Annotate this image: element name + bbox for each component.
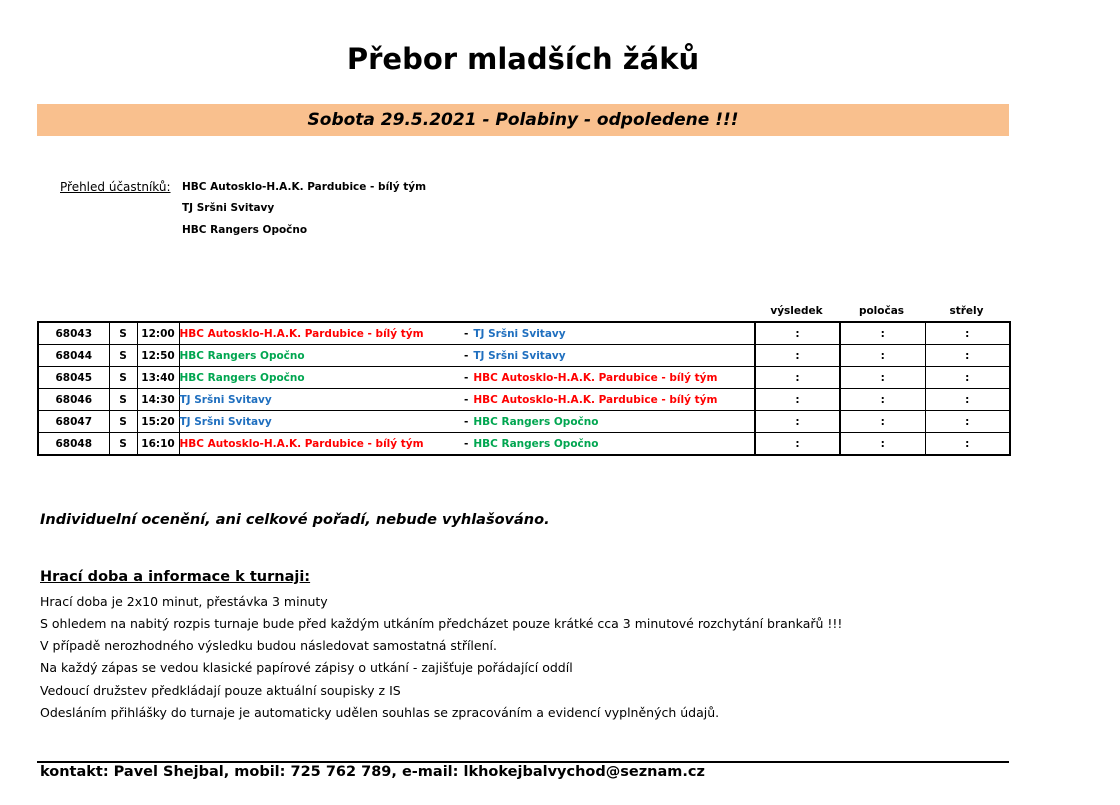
match-type: S: [109, 367, 137, 389]
match-number: 68048: [38, 433, 109, 456]
result-cell: :: [755, 411, 840, 433]
match-time: 12:00: [137, 322, 179, 345]
away-team-name: HBC Rangers Opočno: [473, 415, 599, 428]
halftime-cell: :: [840, 345, 925, 367]
match-row: [38, 345, 1010, 367]
shots-cell: :: [925, 433, 1010, 456]
match-row: [38, 389, 1010, 411]
shots-cell: :: [925, 411, 1010, 433]
result-cell: :: [755, 345, 840, 367]
team-separator: -: [464, 415, 469, 428]
team-separator: -: [464, 393, 469, 406]
team-separator: -: [464, 371, 469, 384]
team-separator: -: [464, 349, 469, 362]
result-cell: :: [755, 389, 840, 411]
match-type: S: [109, 411, 137, 433]
match-type: S: [109, 322, 137, 345]
match-type: S: [109, 433, 137, 456]
info-line: Hrací doba je 2x10 minut, přestávka 3 minuty: [40, 594, 328, 609]
home-team: TJ Sršni Svitavy: [179, 389, 464, 411]
match-row: [38, 433, 1010, 456]
home-team: HBC Autosklo-H.A.K. Pardubice - bílý tým: [179, 322, 464, 345]
match-row: [38, 411, 1010, 433]
away-team: [464, 367, 755, 389]
team-separator: -: [464, 437, 469, 450]
match-type: S: [109, 345, 137, 367]
away-team: [464, 411, 755, 433]
away-team: [464, 322, 755, 345]
halftime-cell: :: [840, 433, 925, 456]
participants-label: Přehled účastníků:: [60, 180, 171, 194]
result-cell: :: [755, 367, 840, 389]
halftime-cell: :: [840, 367, 925, 389]
awards-note: Individuelní ocenění, ani celkové pořadí, nebude vyhlašováno.: [40, 512, 550, 528]
match-row: [38, 367, 1010, 389]
result-cell: :: [755, 322, 840, 345]
home-team: HBC Rangers Opočno: [179, 367, 464, 389]
date-banner: Sobota 29.5.2021 - Polabiny - odpoledene !!!: [37, 104, 1009, 136]
info-line: Na každý zápas se vedou klasické papírové zápisy o utkání - zajišťuje pořádající oddíl: [40, 660, 573, 675]
match-time: 15:20: [137, 411, 179, 433]
info-line: Vedoucí družstev předkládají pouze aktuální soupisky z IS: [40, 683, 401, 698]
match-schedule-table: [37, 321, 1011, 456]
result-cell: :: [755, 433, 840, 456]
match-number: 68045: [38, 367, 109, 389]
info-line: V případě nerozhodného výsledku budou následovat samostatná střílení.: [40, 638, 497, 653]
away-team: [464, 433, 755, 456]
match-number: 68044: [38, 345, 109, 367]
column-header-halftime: poločas: [858, 305, 905, 317]
match-time: 13:40: [137, 367, 179, 389]
contact-info: kontakt: Pavel Shejbal, mobil: 725 762 789, e-mail: lkhokejbalvychod@seznam.cz: [40, 764, 705, 780]
match-number: 68043: [38, 322, 109, 345]
team-separator: -: [464, 327, 469, 340]
shots-cell: :: [925, 322, 1010, 345]
participant-team: HBC Autosklo-H.A.K. Pardubice - bílý tým: [182, 181, 427, 193]
away-team: [464, 389, 755, 411]
match-time: 12:50: [137, 345, 179, 367]
away-team-name: HBC Rangers Opočno: [473, 437, 599, 450]
away-team-name: HBC Autosklo-H.A.K. Pardubice - bílý tým: [473, 371, 718, 384]
column-header-shots: střely: [949, 305, 984, 317]
match-number: 68046: [38, 389, 109, 411]
participant-team: TJ Sršni Svitavy: [182, 202, 275, 214]
home-team: HBC Autosklo-H.A.K. Pardubice - bílý tým: [179, 433, 464, 456]
home-team: HBC Rangers Opočno: [179, 345, 464, 367]
contact-divider: [37, 761, 1009, 763]
info-heading: Hrací doba a informace k turnaji:: [40, 569, 311, 585]
column-header-result: výsledek: [770, 305, 823, 317]
info-line: Odesláním přihlášky do turnaje je automaticky udělen souhlas se zpracováním a evidencí vyplněných údajů.: [40, 705, 720, 720]
halftime-cell: :: [840, 411, 925, 433]
halftime-cell: :: [840, 389, 925, 411]
away-team-name: TJ Sršni Svitavy: [473, 327, 566, 340]
home-team: TJ Sršni Svitavy: [179, 411, 464, 433]
match-time: 14:30: [137, 389, 179, 411]
page-title: Přebor mladších žáků: [346, 42, 700, 76]
away-team-name: HBC Autosklo-H.A.K. Pardubice - bílý tým: [473, 393, 718, 406]
match-type: S: [109, 389, 137, 411]
away-team-name: TJ Sršni Svitavy: [473, 349, 566, 362]
match-time: 16:10: [137, 433, 179, 456]
away-team: [464, 345, 755, 367]
shots-cell: :: [925, 345, 1010, 367]
halftime-cell: :: [840, 322, 925, 345]
match-row: [38, 322, 1010, 345]
match-number: 68047: [38, 411, 109, 433]
shots-cell: :: [925, 367, 1010, 389]
shots-cell: :: [925, 389, 1010, 411]
info-line: S ohledem na nabitý rozpis turnaje bude před každým utkáním předcházet pouze krátké cca 3 minutové rozchytání brankařů !!!: [40, 616, 843, 631]
participant-team: HBC Rangers Opočno: [182, 224, 308, 236]
